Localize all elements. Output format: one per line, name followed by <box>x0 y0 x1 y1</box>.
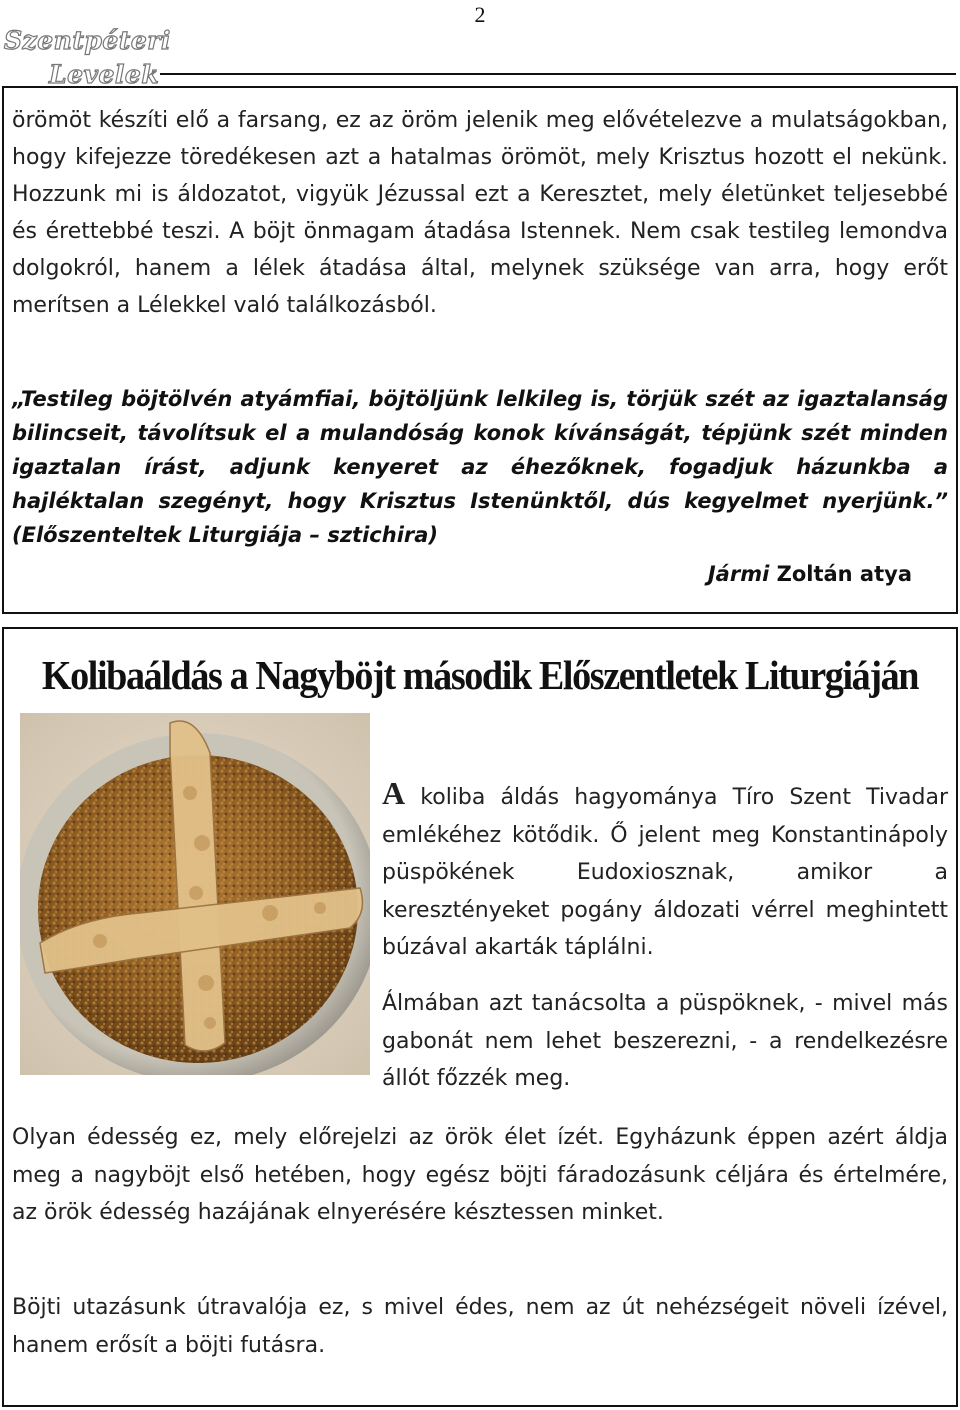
signature-first: Jármi <box>707 562 770 586</box>
article-paragraph-1 <box>382 775 948 967</box>
article-paragraph-1-text: koliba áldás hagyománya Tíro Szent Tivadar emlékéhez kötődik. Ő jelent meg Konstantinápoly püspökének Eudoxiosznak, amikor a keresztényeket pogány áldozati vérrel meghintett búzával akarták táplálni. <box>382 785 948 960</box>
liturgy-quote <box>12 382 948 552</box>
masthead-logo <box>4 24 171 92</box>
article-paragraph-4: Böjti utazásunk útravalója ez, s mivel édes, nem az út nehézségeit növeli ízével, hanem erősít a böjti futásra. <box>12 1295 948 1358</box>
dropcap: A <box>382 775 406 811</box>
article-title: Kolibaáldás a Nagyböjt második Előszentletek Liturgiáján <box>41 652 919 698</box>
article-paragraph-2: Álmában azt tanácsolta a püspöknek, - mivel más gabonát nem lehet beszerezni, - a rendelkezésre állót főzzék meg. <box>382 991 948 1091</box>
page-number: 2 <box>474 2 486 27</box>
header-rule <box>160 73 956 75</box>
signature <box>708 562 912 586</box>
article-paragraph-3: Olyan édesség ez, mely előrejelzi az örök élet ízét. Egyházunk éppen azért áldja meg a nagyböjt első hetében, hogy egész böjti fáradozásunk céljára és értelmére, az örök édesség hazájának elnyerésére késztessen minket. <box>12 1125 948 1225</box>
masthead-line-1: Szentpéteri <box>4 26 171 55</box>
masthead-line-2: Levelek <box>49 60 160 89</box>
intro-paragraph: örömöt készíti elő a farsang, ez az öröm jelenik meg elővételezve a mulatságokban, hogy kifejezze töredékesen azt a hatalmas örömöt, mely Krisztus hozott el nekünk. Hozzunk mi is áldozatot, vigyük Jézussal ezt a Keresztet, mely életünket teljesebbé és érettebbé teszi. A böjt önmagam átadása Istennek. Nem csak testileg lemondva dolgokról, hanem a lélek átadása által, melynek szüksége van arra, hogy erőt merítsen a Lélekkel való találkozásból. <box>12 108 948 318</box>
signature-rest: Zoltán atya <box>776 562 912 586</box>
article-box <box>2 627 958 1407</box>
koliba-photo <box>20 713 370 1075</box>
intro-box <box>2 86 958 614</box>
quote-source: (Előszenteltek Liturgiája – sztichira) <box>12 523 439 547</box>
quote-text: „Testileg böjtölvén atyámfiai, böjtöljünk lelkileg is, törjük szét az igaztalanság bilincseit, távolítsuk el a mulandóság konok kívánságát, tépjünk szét minden igaztalan írást, adjunk kenyeret az éhezőknek, fogadjuk házunkba a hajléktalan szegényt, hogy Krisztus Istenünktől, dús kegyelmet nyerjünk.” <box>12 387 948 513</box>
